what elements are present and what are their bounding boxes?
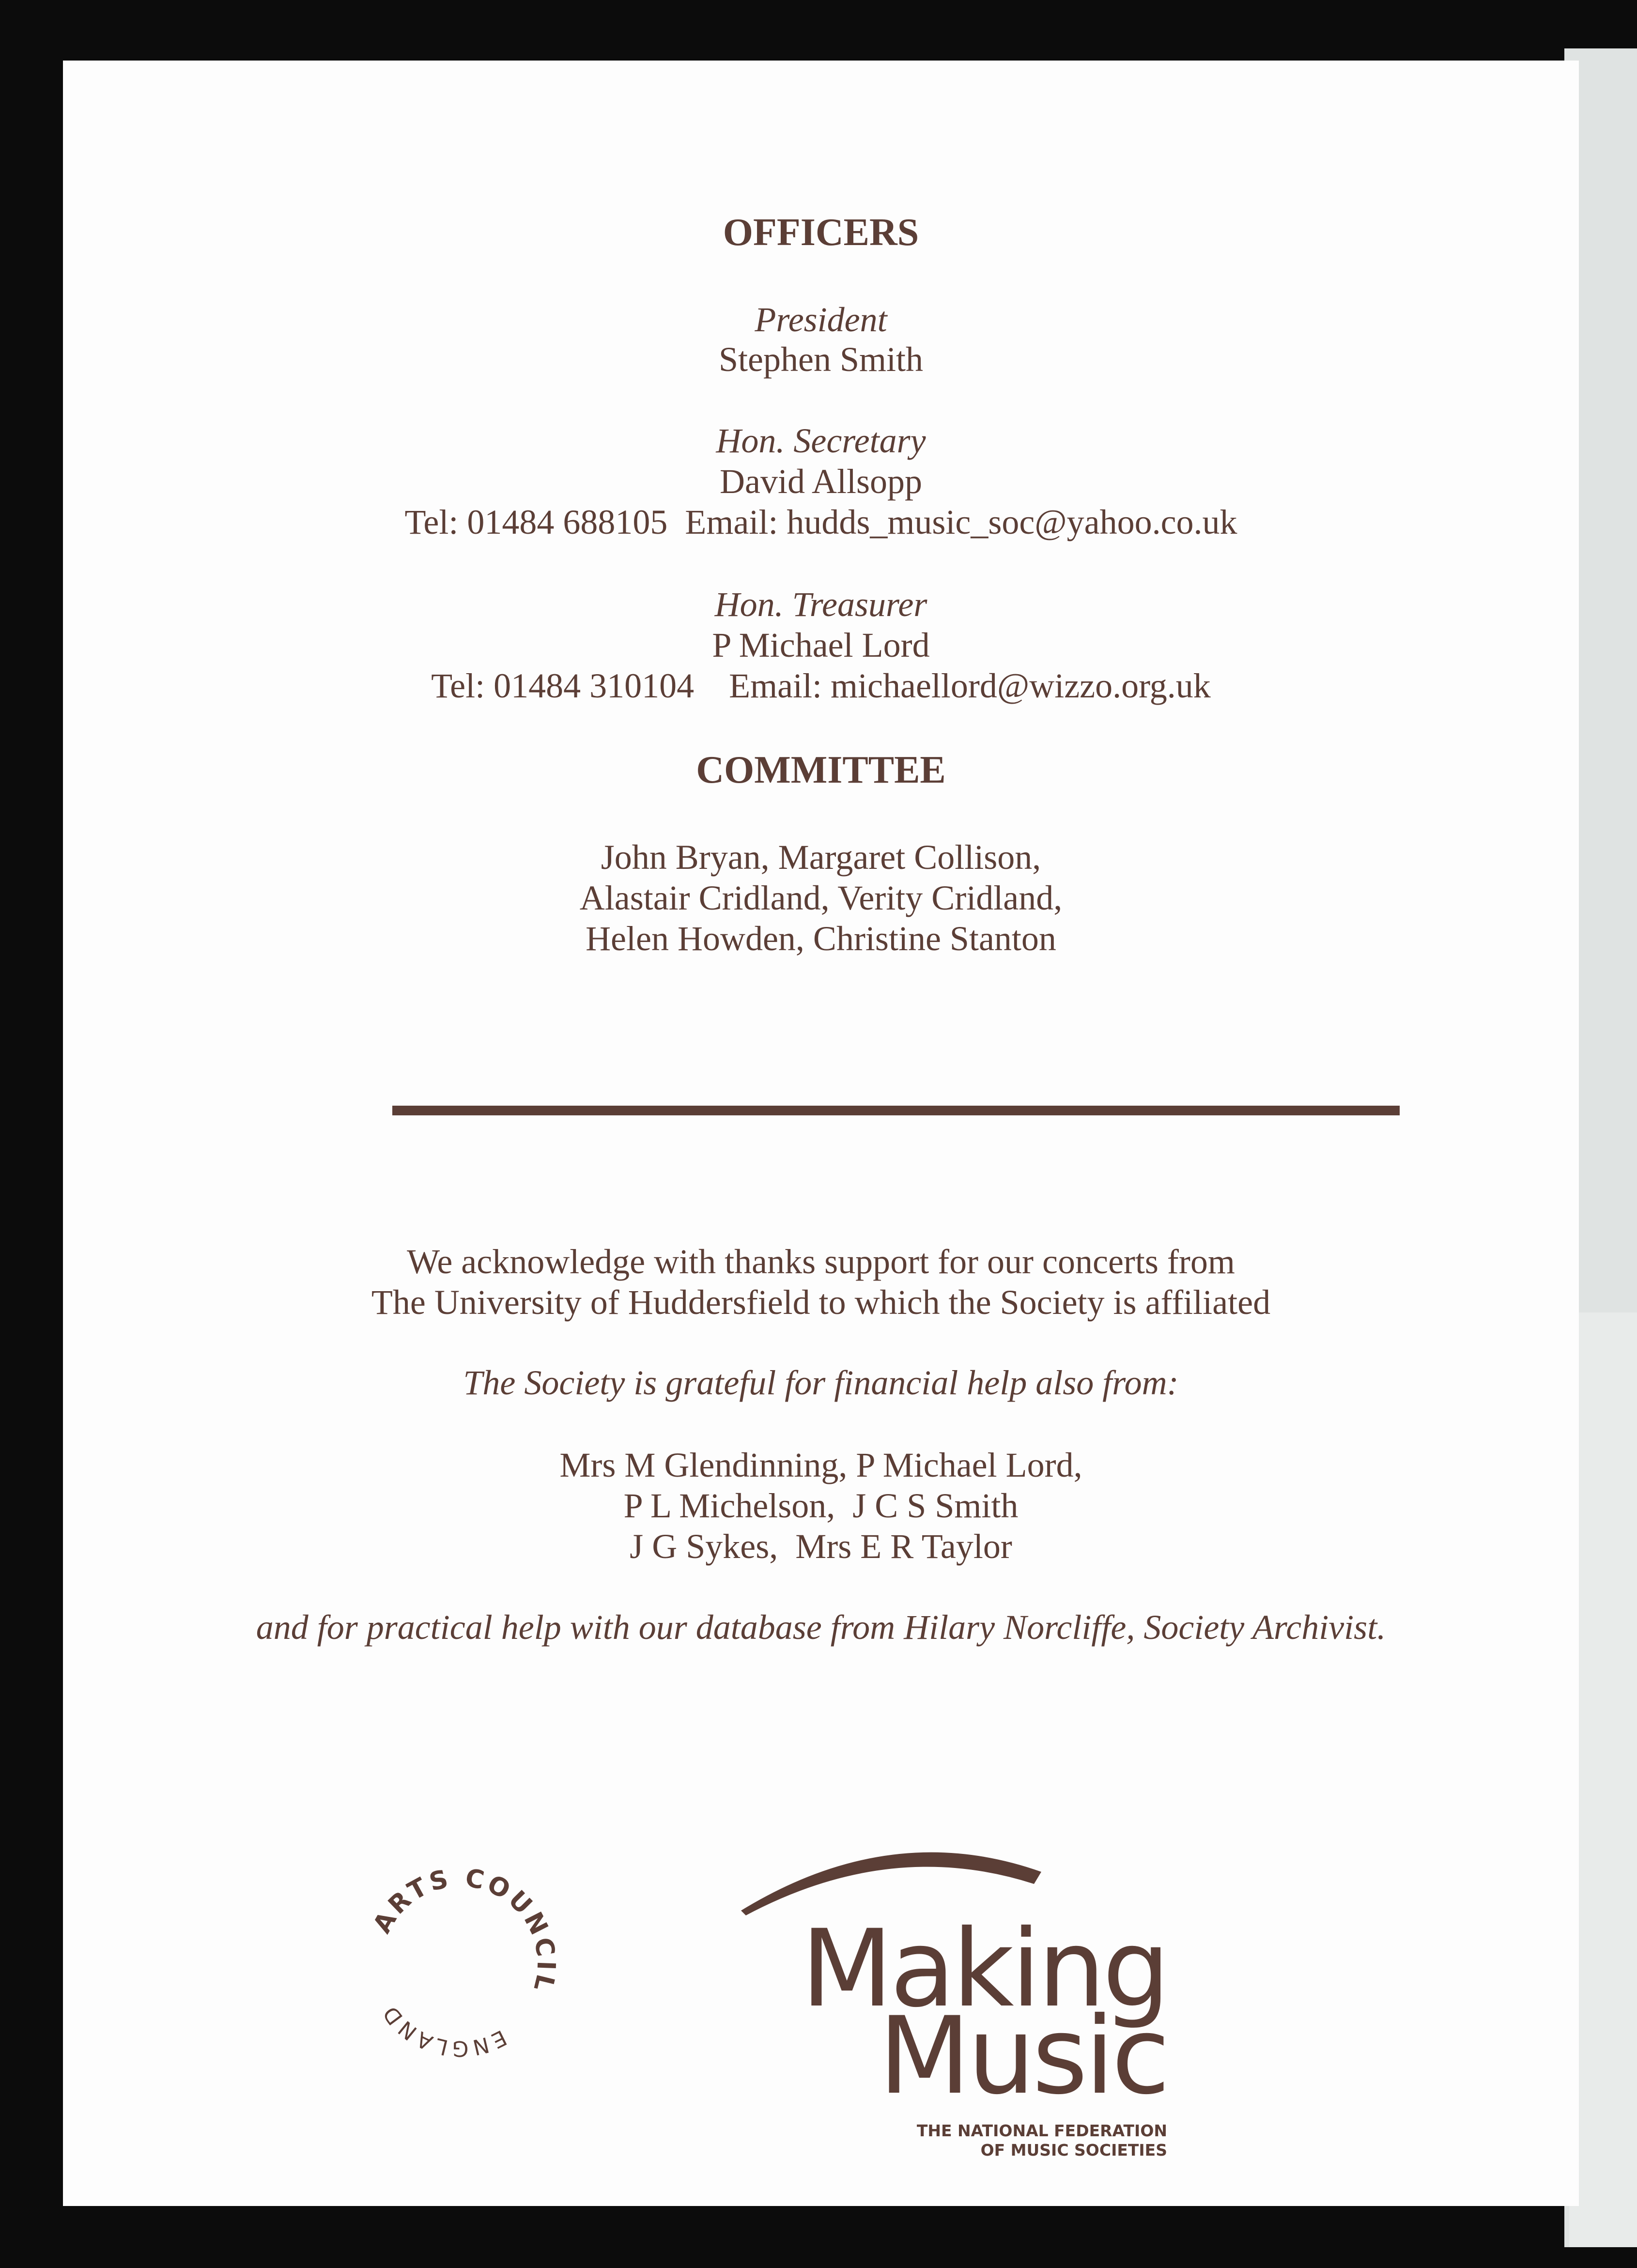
committee-line: Helen Howden, Christine Stanton: [586, 919, 1056, 958]
adjacent-page-lower: [1569, 1312, 1637, 2247]
divider-rule: [392, 1106, 1400, 1115]
making-music-subtitle: OF MUSIC SOCIETIES: [980, 2141, 1167, 2160]
donor-line: J G Sykes, Mrs E R Taylor: [630, 1527, 1012, 1566]
support-line: We acknowledge with thanks support for our concerts from: [407, 1242, 1235, 1281]
donor-line: Mrs M Glendinning, P Michael Lord,: [559, 1446, 1082, 1484]
committee-line: John Bryan, Margaret Collison,: [601, 838, 1041, 877]
making-music-word-making: Making: [801, 1907, 1167, 2031]
arts-council-england-logo: [339, 1843, 581, 2085]
svg-text:ENGLAND: ENGLAND: [376, 1999, 510, 2061]
secretary-name: David Allsopp: [719, 462, 922, 501]
officers-heading: OFFICERS: [723, 211, 919, 254]
secretary-title: Hon. Secretary: [716, 421, 926, 460]
making-music-subtitle: THE NATIONAL FEDERATION: [916, 2121, 1167, 2140]
president-name: Stephen Smith: [718, 340, 923, 379]
making-music-logo: [731, 1799, 1167, 2167]
committee-heading: COMMITTEE: [696, 749, 946, 791]
document-page: [63, 61, 1579, 2206]
president-title: President: [755, 300, 887, 339]
treasurer-name: P Michael Lord: [712, 626, 930, 664]
secretary-contact: Tel: 01484 688105 Email: hudds_music_soc@yahoo.co.uk: [404, 503, 1237, 541]
database-line: and for practical help with our database from Hilary Norcliffe, Society Archivist.: [256, 1608, 1386, 1647]
committee-line: Alastair Cridland, Verity Cridland,: [579, 879, 1063, 917]
svg-text:ARTS COUNCIL: ARTS COUNCIL: [367, 1863, 561, 1997]
donor-line: P L Michelson, J C S Smith: [623, 1486, 1019, 1525]
making-music-word-music: Music: [879, 1994, 1167, 2118]
treasurer-title: Hon. Treasurer: [714, 585, 927, 624]
treasurer-contact: Tel: 01484 310104 Email: michaellord@wizzo.org.uk: [431, 666, 1211, 705]
support-line: The University of Huddersfield to which the Society is affiliated: [371, 1283, 1271, 1322]
grateful-line: The Society is grateful for financial help also from:: [463, 1363, 1179, 1402]
